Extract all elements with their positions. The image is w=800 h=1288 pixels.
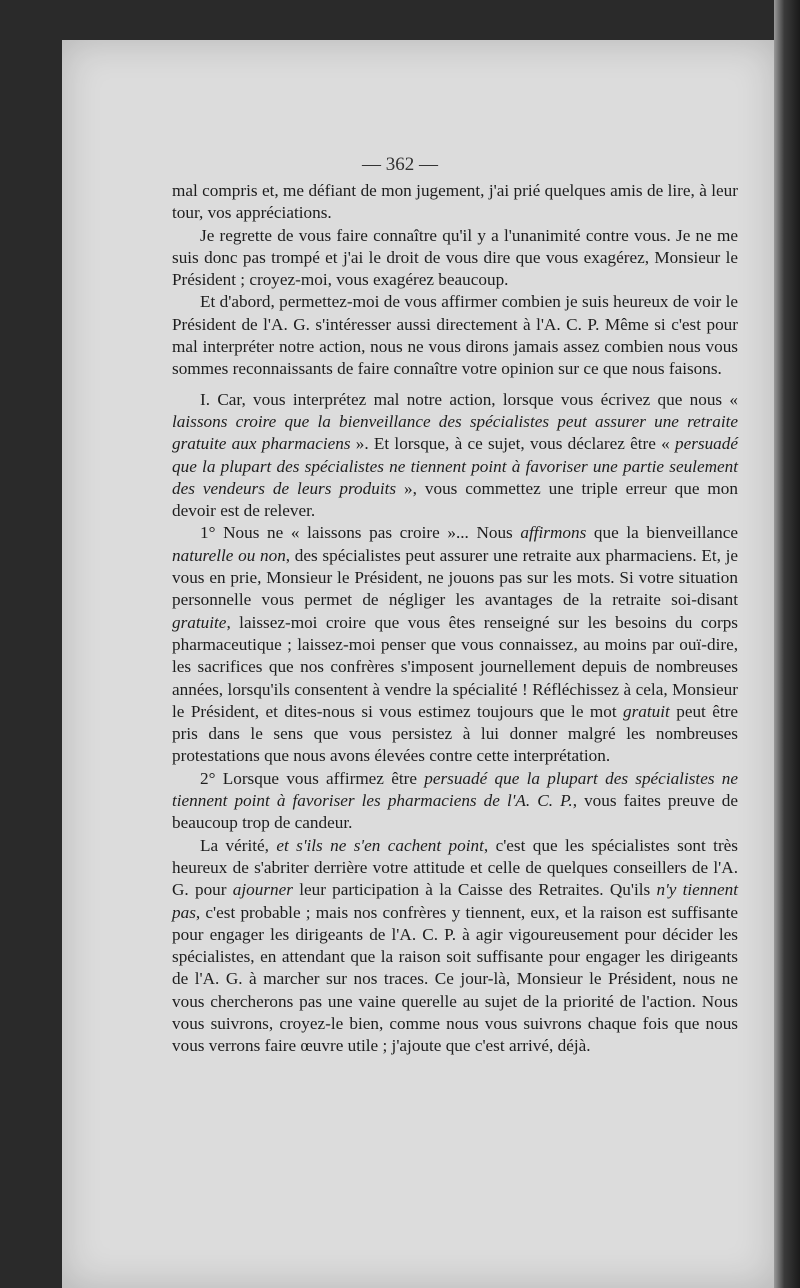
text-run: , vous faites preuve de beaucoup trop de candeur. [172, 791, 738, 833]
text-run: , des spécialistes peut assurer une retraite aux pharmaciens. Et, je vous en prie, Monsieur le Président, ne jouons pas sur les mots. Si votre situation personnelle vous permet de négliger les avantages de la retraite soi-disant [172, 545, 738, 610]
italic-run: affirmons [520, 523, 587, 543]
page-number: — 362 — [362, 154, 438, 175]
body-text [172, 180, 738, 1058]
italic-run: naturelle ou non [172, 545, 286, 565]
paragraph [172, 225, 738, 292]
paragraph [172, 180, 738, 225]
paragraph [172, 291, 738, 380]
italic-run: laissons croire que la bienveillance des spécialistes peut assurer une retraite gratuite aux pharmaciens [172, 411, 738, 454]
text-run: , c'est que les spécialistes sont très heureux de s'abriter derrière votre attitude et celle de quelques conseillers de l'A. G. pour [172, 835, 738, 900]
paragraph [172, 768, 738, 835]
text-run: , laissez-moi croire que vous êtes renseigné sur les besoins du corps pharmaceutique ; laissez-moi penser que vous connaissez, au moins par ouï-dire, les sacrifices que nos confrères s'imposent journellement depuis de nombreuses années, lorsqu'ils consentent à vendre la spécialité ! Réfléchissez à cela, Monsieur le Président, et dites-nous si vous estimez toujours que le mot [172, 612, 738, 721]
italic-run: ajourner [232, 880, 293, 900]
italic-run: gratuite [172, 612, 227, 632]
text-run: Je regrette de vous faire connaître qu'il y a l'unanimité contre vous. Je ne me suis donc pas trompé et j'ai le droit de vous dire que vous exagérez, Monsieur le Président ; croyez-moi, vous exagérez beaucoup. [172, 225, 738, 290]
text-run: 1° Nous ne « laissons pas croire »... Nous [200, 523, 521, 543]
italic-run: persuadé que la plupart des spécialistes ne tiennent point à favoriser une partie seulement des vendeurs de leurs produits [172, 434, 738, 498]
text-run: , c'est probable ; mais nos confrères y tiennent, eux, et la raison est suffisante pour engager les dirigeants de l'A. C. P. à agir vigoureusement pour décider les spécialistes, en attendant que la raison soit suffisante pour engager les dirigeants de l'A. G. à marcher sur nos traces. Ce jour-là, Monsieur le Président, nous ne vous chercherons pas une vaine querelle au sujet de la priorité de l'action. Nous vous suivrons, croyez-le bien, comme nous vous suivrons chaque fois que nous vous verrons faire œuvre utile ; j'ajoute que c'est arrivé, déjà. [172, 902, 738, 1056]
paragraph [172, 522, 738, 767]
book-edge [774, 0, 800, 1288]
italic-run: n'y tiennent pas [172, 880, 738, 922]
text-run: I. Car, vous interprétez mal notre action, lorsque vous écrivez que nous « [200, 389, 738, 409]
italic-run: gratuit [623, 701, 670, 721]
text-run: peut être pris dans le sens que vous persistez à lui donner malgré les nombreuses protestations que nous avons élevées contre cette interprétation. [172, 701, 738, 766]
paragraph [172, 389, 738, 523]
text-run: », vous commettez une triple erreur que mon devoir est de relever. [172, 478, 738, 521]
italic-run: persuadé que la plupart des spécialistes ne tiennent point à favoriser les pharmaciens de l'A. C. P. [172, 768, 739, 811]
text-run: que la bienveillance [586, 523, 738, 543]
text-run: Et d'abord, permettez-moi de vous affirmer combien je suis heureux de voir le Président de l'A. G. s'intéresser aussi directement à l'A. C. P. Même si c'est pour mal interpréter notre action, nous ne vous dirons jamais assez combien nous vous sommes reconnaissants de faire connaître votre opinion sur ce que nous faisons. [172, 292, 738, 379]
text-run: ». Et lorsque, à ce sujet, vous déclarez être « [350, 434, 675, 454]
paragraph [172, 835, 738, 1058]
italic-run: et s'ils ne s'en cachent point [276, 835, 484, 855]
text-run: 2° Lorsque vous affirmez être [200, 768, 425, 788]
text-run: leur participation à la Caisse des Retraites. Qu'ils [292, 880, 657, 900]
text-run: mal compris et, me défiant de mon jugement, j'ai prié quelques amis de lire, à leur tour, vos appréciations. [172, 181, 738, 223]
text-run: La vérité, [200, 835, 277, 855]
